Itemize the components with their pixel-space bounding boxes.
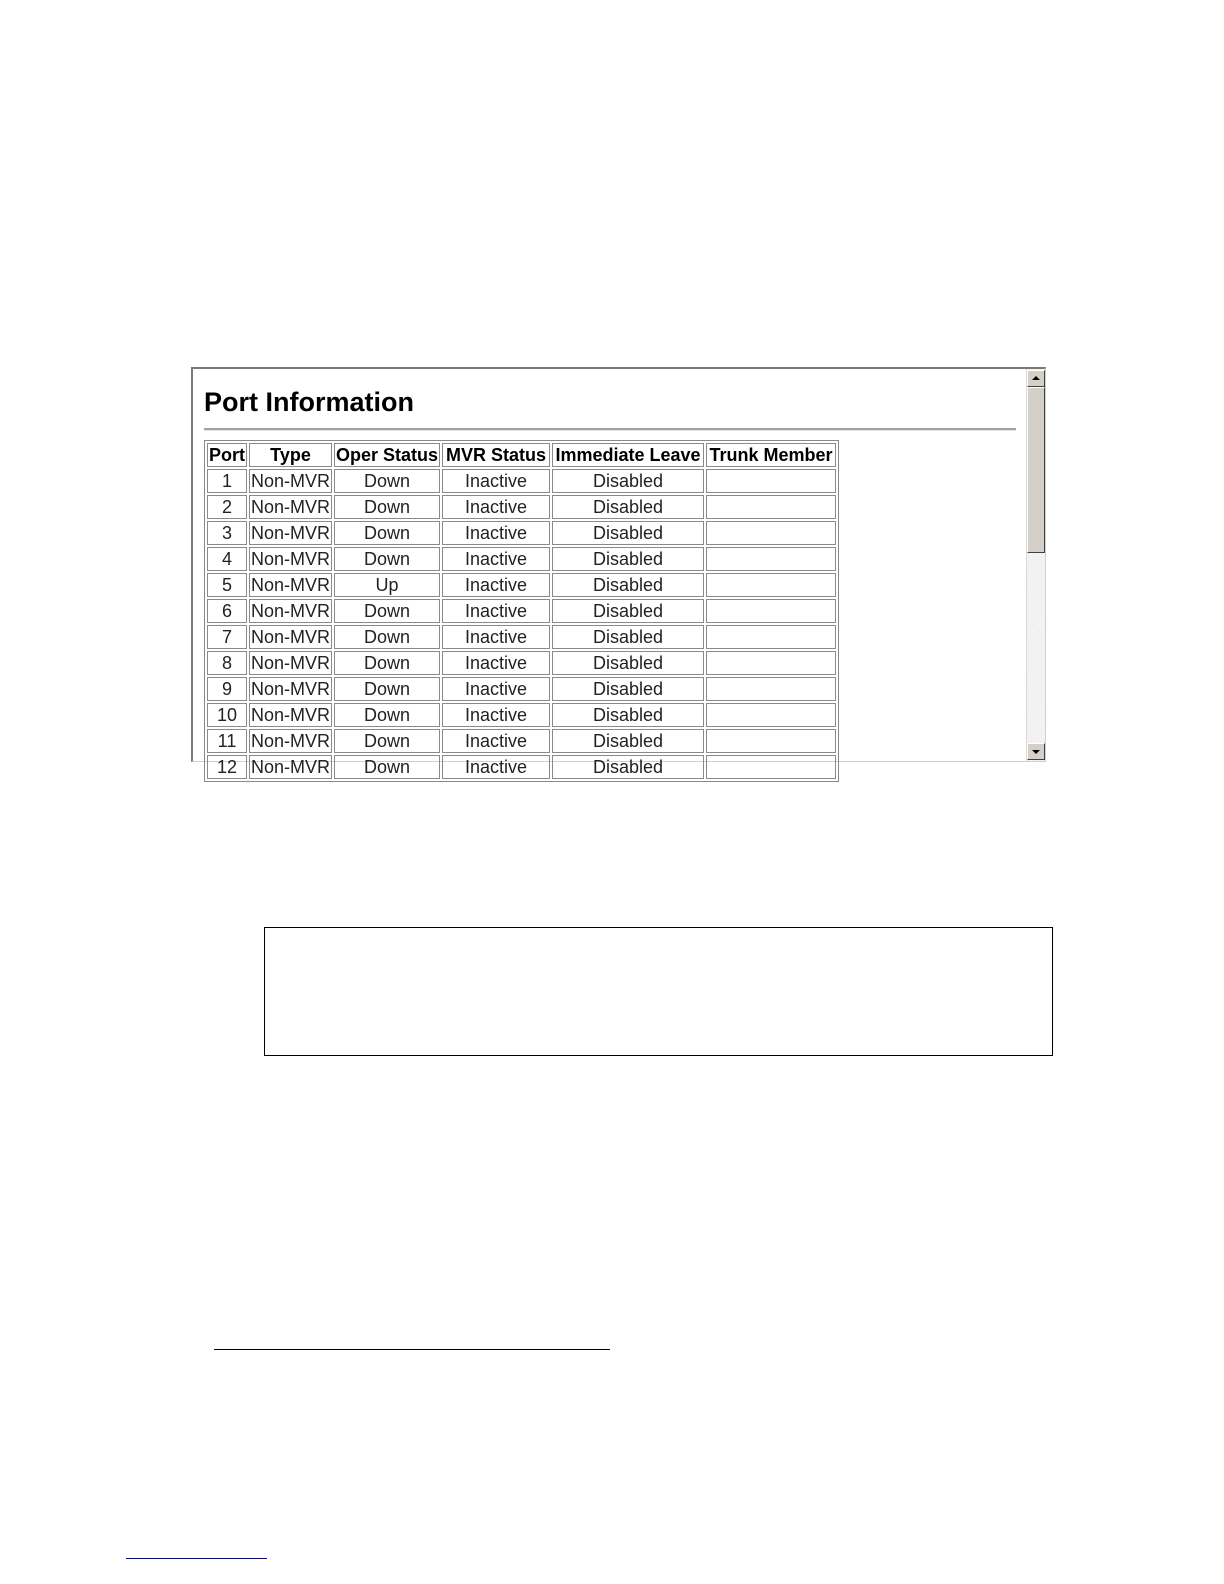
cell-trunk-member — [706, 625, 836, 649]
table-row — [207, 495, 836, 519]
title-divider — [204, 428, 1016, 431]
header-port: Port — [209, 445, 245, 465]
scroll-thumb[interactable] — [1027, 387, 1045, 553]
cell-type: Non-MVR — [251, 601, 331, 621]
table-row — [207, 755, 836, 779]
cell-mvr-status: Inactive — [442, 599, 550, 623]
table-row — [207, 469, 836, 493]
cell-mvr-status: Inactive — [442, 703, 550, 727]
table-header-row — [207, 443, 836, 467]
cell-trunk-member — [706, 755, 836, 779]
cell-mvr-status: Inactive — [442, 521, 550, 545]
cell-type: Non-MVR — [251, 497, 331, 517]
cell-trunk-member — [706, 703, 836, 727]
cell-trunk-member — [706, 729, 836, 753]
cell-immediate-leave: Disabled — [552, 755, 704, 779]
cell-immediate-leave: Disabled — [552, 703, 704, 727]
screenshot-window — [191, 367, 1046, 777]
cell-trunk-member — [706, 599, 836, 623]
cell-mvr-status: Inactive — [442, 547, 550, 571]
cell-mvr-status: Inactive — [442, 625, 550, 649]
cell-oper-status: Down — [334, 521, 440, 545]
cell-type: Non-MVR — [251, 575, 331, 595]
header-mvr-status: MVR Status — [442, 443, 550, 467]
cell-mvr-status: Inactive — [442, 651, 550, 675]
cell-oper-status: Up — [334, 573, 440, 597]
cell-oper-status: Down — [334, 469, 440, 493]
cell-mvr-status: Inactive — [442, 729, 550, 753]
cell-port: 8 — [207, 651, 247, 675]
link-underline — [126, 1558, 267, 1559]
cell-oper-status: Down — [334, 729, 440, 753]
cell-oper-status: Down — [334, 677, 440, 701]
scroll-down-button[interactable] — [1027, 743, 1045, 760]
cell-port: 10 — [207, 703, 247, 727]
cell-immediate-leave: Disabled — [552, 729, 704, 753]
table-row — [207, 703, 836, 727]
header-trunk-member: Trunk Member — [706, 443, 836, 467]
cell-type: Non-MVR — [251, 549, 331, 569]
cell-port: 3 — [207, 521, 247, 545]
cell-port: 12 — [207, 755, 247, 779]
cell-mvr-status: Inactive — [442, 469, 550, 493]
cell-type: Non-MVR — [251, 731, 331, 751]
port-information-panel — [193, 369, 1027, 777]
cell-trunk-member — [706, 469, 836, 493]
cell-mvr-status: Inactive — [442, 677, 550, 701]
arrow-down-icon — [1032, 750, 1040, 754]
cell-immediate-leave: Disabled — [552, 495, 704, 519]
cell-trunk-member — [706, 677, 836, 701]
cell-port: 6 — [207, 599, 247, 623]
cell-oper-status: Down — [334, 495, 440, 519]
cell-immediate-leave: Disabled — [552, 599, 704, 623]
cell-type: Non-MVR — [251, 471, 331, 491]
cell-type: Non-MVR — [251, 627, 331, 647]
cell-port: 11 — [207, 729, 247, 753]
cell-oper-status: Down — [334, 651, 440, 675]
cell-port: 5 — [207, 573, 247, 597]
cell-type: Non-MVR — [251, 705, 331, 725]
cell-trunk-member — [706, 573, 836, 597]
header-oper-status: Oper Status — [336, 445, 439, 465]
table-row — [207, 521, 836, 545]
cell-type: Non-MVR — [251, 757, 331, 777]
table-row — [207, 651, 836, 675]
table-row — [207, 599, 836, 623]
cell-oper-status: Down — [334, 599, 440, 623]
cell-immediate-leave: Disabled — [552, 521, 704, 545]
cell-type: Non-MVR — [251, 523, 331, 543]
vertical-scrollbar[interactable] — [1026, 369, 1045, 761]
cell-port: 2 — [207, 495, 247, 519]
cell-immediate-leave: Disabled — [552, 677, 704, 701]
table-row — [207, 729, 836, 753]
cell-trunk-member — [706, 521, 836, 545]
cell-oper-status: Down — [334, 703, 440, 727]
cell-port: 4 — [207, 547, 247, 571]
header-immediate-leave: Immediate Leave — [552, 443, 704, 467]
arrow-up-icon — [1032, 376, 1040, 380]
cell-mvr-status: Inactive — [442, 755, 550, 779]
cell-immediate-leave: Disabled — [552, 469, 704, 493]
header-type: Type — [249, 443, 332, 467]
cell-oper-status: Down — [334, 625, 440, 649]
table-row — [207, 573, 836, 597]
footnote-separator — [214, 1349, 610, 1350]
cell-type: Non-MVR — [251, 679, 331, 699]
port-information-table — [204, 440, 839, 782]
cell-mvr-status: Inactive — [442, 573, 550, 597]
page-title: Port Information — [204, 387, 414, 417]
cell-trunk-member — [706, 495, 836, 519]
cell-port: 9 — [207, 677, 247, 701]
cell-type: Non-MVR — [251, 653, 331, 673]
cell-port: 1 — [207, 469, 247, 493]
table-row — [207, 625, 836, 649]
cell-immediate-leave: Disabled — [552, 573, 704, 597]
cell-oper-status: Down — [334, 547, 440, 571]
scroll-up-button[interactable] — [1027, 370, 1045, 387]
cell-trunk-member — [706, 651, 836, 675]
cell-port: 7 — [207, 625, 247, 649]
table-row — [207, 677, 836, 701]
cell-immediate-leave: Disabled — [552, 547, 704, 571]
cell-immediate-leave: Disabled — [552, 651, 704, 675]
cell-immediate-leave: Disabled — [552, 625, 704, 649]
cell-mvr-status: Inactive — [442, 495, 550, 519]
table-row — [207, 547, 836, 571]
note-box — [264, 927, 1053, 1056]
cell-trunk-member — [706, 547, 836, 571]
cell-oper-status: Down — [334, 755, 440, 779]
